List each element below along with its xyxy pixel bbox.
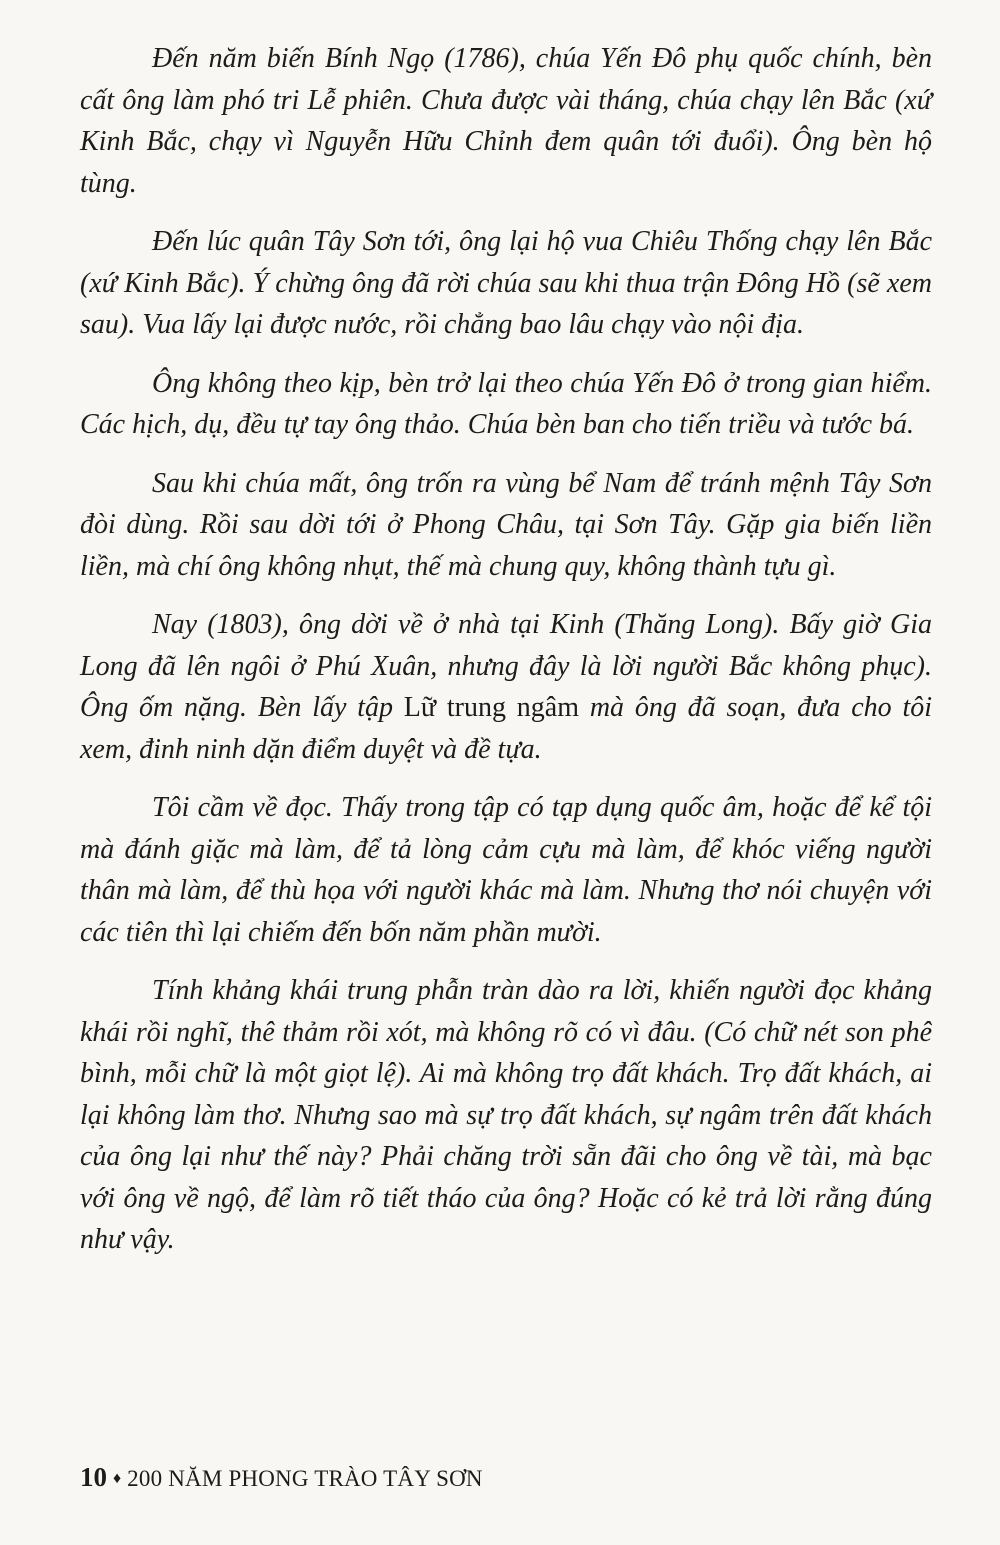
page-footer	[80, 1462, 483, 1493]
paragraph-part: mà ông đã soạn, đưa cho tôi xem, đinh ninh dặn điểm duyệt và đề tựa.	[80, 692, 933, 765]
paragraph-mixed	[80, 604, 932, 770]
paragraph: Tôi cầm về đọc. Thấy trong tập có tạp dụng quốc âm, hoặc để kể tội mà đánh giặc mà làm, để tả lòng cảm cựu mà làm, để khóc viếng người thân mà làm, để thù họa với người khác mà làm. Nhưng thơ nói chuyện với các tiên thì lại chiếm đến bốn năm phần mười.	[80, 792, 932, 948]
page-number: 10	[80, 1462, 107, 1492]
body-text	[80, 38, 932, 1278]
paragraph: Ông không theo kịp, bèn trở lại theo chúa Yến Đô ở trong gian hiểm. Các hịch, dụ, đều tự tay ông thảo. Chúa bèn ban cho tiến triều và tước bá.	[80, 367, 932, 440]
paragraph-part: Nay (1803), ông dời về ở nhà tại Kinh (Thăng Long). Bấy giờ Gia Long đã lên ngôi ở Phú Xuân, nhưng đây là lời người Bắc không phục). Ông ốm nặng. Bèn lấy tập	[80, 609, 932, 723]
work-title: Lữ trung ngâm	[403, 692, 579, 723]
paragraph: Tính khảng khái trung phẫn tràn dào ra lời, khiến người đọc khảng khái rồi nghĩ, thê thảm rồi xót, mà không rõ có vì đâu. (Có chữ nét son phê bình, mỗi chữ là một giọt lệ). Ai mà không trọ đất khách. Trọ đất khách, ai lại không làm thơ. Nhưng sao mà sự trọ đất khách, sự ngâm trên đất khách của ông lại như thế này? Phải chăng trời sẵn đãi cho ông về tài, mà bạc với ông về ngộ, để làm rõ tiết tháo của ông? Hoặc có kẻ trả lời rằng đúng như vậy.	[80, 975, 932, 1255]
diamond-separator: ♦	[113, 1470, 122, 1487]
running-title: 200 NĂM PHONG TRÀO TÂY SƠN	[127, 1466, 483, 1491]
paragraph: Sau khi chúa mất, ông trốn ra vùng bể Nam để tránh mệnh Tây Sơn đòi dùng. Rồi sau dời tới ở Phong Châu, tại Sơn Tây. Gặp gia biến liền liền, mà chí ông không nhụt, thế mà chung quy, không thành tựu gì.	[80, 467, 932, 582]
paragraph: Đến lúc quân Tây Sơn tới, ông lại hộ vua Chiêu Thống chạy lên Bắc (xứ Kinh Bắc). Ý chừng ông đã rời chúa sau khi thua trận Đông Hồ (sẽ xem sau). Vua lấy lại được nước, rồi chẳng bao lâu chạy vào nội địa.	[80, 226, 932, 340]
paragraph: Đến năm biến Bính Ngọ (1786), chúa Yến Đô phụ quốc chính, bèn cất ông làm phó tri Lễ phiên. Chưa được vài tháng, chúa chạy lên Bắc (xứ Kinh Bắc, chạy vì Nguyễn Hữu Chỉnh đem quân tới đuổi). Ông bèn hộ tùng.	[80, 43, 932, 199]
